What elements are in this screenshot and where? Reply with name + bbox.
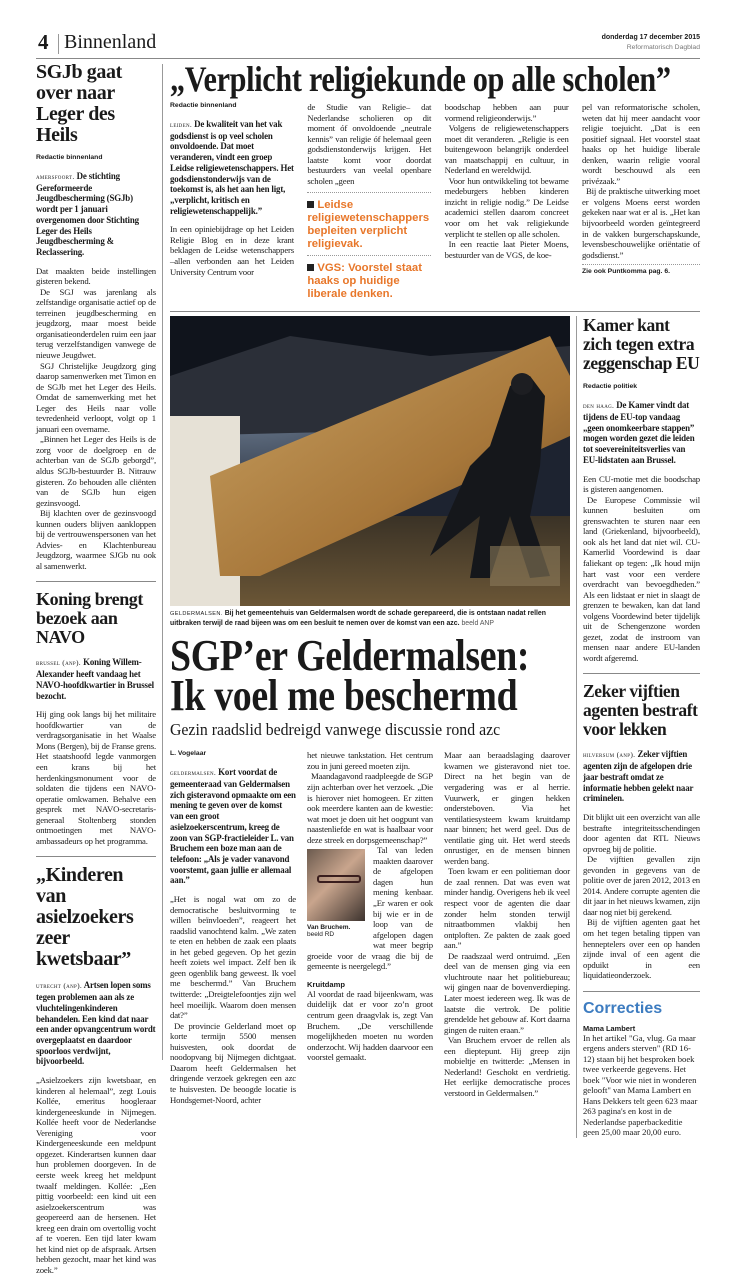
- dateline: leiden.: [170, 120, 193, 129]
- paragraph: Bij de vijftien agenten gaat het om het tegen betaling tippen van henneptelers over een op handen zijnde inval of een agent die opduikt in een liquidatieonderzoek.: [583, 917, 700, 981]
- photo-credit: beeld ANP: [461, 620, 494, 628]
- pull-quote-text: Leidse religiewetenschappers bepleiten verplicht religievak.: [307, 199, 430, 251]
- lead: [170, 119, 294, 216]
- worker-carrying-plywood-photo: [170, 316, 570, 606]
- correcties-box: [583, 1000, 700, 1138]
- lead: [583, 749, 700, 804]
- portrait-photo: [307, 849, 365, 921]
- dateline: den haag.: [583, 401, 615, 411]
- portrait-caption: Van Bruchem.: [307, 924, 351, 932]
- paragraph: De SGJ was jarenlang als zelfstandige organisatie actief op de terreinen jeugdbescherming en jeugdzorg, maar moest beide organisatieonderdelen ruim een jaar terug verzelfstandigen vanwege de nieuwe Jeugdwet.: [36, 286, 156, 360]
- lead-text: De Kamer vindt dat tijdens de EU-top vandaag „geen onomkeerbare stappen” mogen worden gezet die leiden tot soevereiniteitsverlies van EU-lidstaten aan Brussel.: [583, 400, 695, 465]
- paragraph: Hij ging ook langs bij het militaire hoofdkwartier van de verdragsorganisatie in het Waalse Mons (Bergen), bij de Franse grens. Het staatshoofd legde vanmorgen een krans bij het herdenkingsmonument voor de soldaten die tijdens een NAVO-operatie omkwamen. Behalve een gesprek met NAVO-secretaris-generaal Stoltenberg stonden ontmoetingen met NAVO-ambassadeurs op het programma.: [36, 709, 156, 846]
- correcties-title: Correcties: [583, 999, 663, 1017]
- lead: [170, 767, 296, 886]
- divider: [170, 311, 700, 312]
- headline: „Kinderen van asielzoekers zeer kwetsbaar”: [36, 864, 134, 971]
- dateline: hilversum (anp).: [583, 750, 636, 760]
- paragraph: Volgens de religiewetenschappers moet dit veranderen. „Religie is een buitengewoon belangrijk onderdeel van maatschappij en cultuur, in Nederland en wereldwijd.: [444, 123, 569, 176]
- headline: Zeker vijftien agenten bestraft voor lekken: [583, 681, 698, 740]
- date: donderdag 17 december 2015: [601, 34, 700, 41]
- divider: [36, 856, 156, 857]
- article-sgjb: [36, 62, 156, 571]
- sgp-col-3: [444, 750, 570, 1098]
- paragraph: „Asielzoekers zijn kwetsbaar, en kinderen al helemaal”, zegt Louis Kollée, emeritus hoogleraar kindergeneeskunde in Nijmegen. Kollée heeft voor de Nederlandse Vereniging voor Kindergeneeskunde een meldpunt opgezet. Kinderartsen kunnen daar hun problemen doorgeven. In de eerste week kreeg het meldpunt twaalf meldingen. Kollée: „Een pittig voorbeeld: een kind uit een asielzoekerscentrum was geopereerd aan de hersenen. Het kreeg een drain om overtollig vocht af te voeren. Een tijd later kwam het kind niet op de afspraak. Artsen hebben gezocht, maar het kind was zoek.”: [36, 1075, 156, 1275]
- sgp-headline-line-1: SGP’er Geldermalsen:: [170, 631, 530, 681]
- article-kinderen: [36, 865, 156, 1275]
- lead: [36, 980, 156, 1067]
- article-agenten: [583, 682, 700, 980]
- religie-headline-wrap: [170, 60, 700, 102]
- paragraph: de Studie van Religie– dat Nederlandse scholieren op dit moment óf onvoldoende „neutrale kennis” van religie óf helemaal geen godsdienstonderwijs krijgen. Het laatste komt voor doordat bestuurders van veelal openbare scholen „geen: [307, 102, 432, 186]
- left-column: [36, 62, 156, 1275]
- article-koning: [36, 590, 156, 846]
- sgp-subheadline: Gezin raadslid bedreigd vanwege discussie rond azc: [170, 720, 501, 740]
- right-column: [576, 316, 700, 1137]
- lower-area: [170, 316, 700, 1137]
- paragraph: Maar aan beraadslaging daarover kwamen we gisteravond niet toe. Direct na het begin van de vergadering was er al herrie. Vuurwerk, er gingen hekken ondersteboven. Via het ventilatiesysteem kwam kruitdamp naar binnen; het werd geel. Dus de ventilatie ging uit. Het werd steeds onrustiger, en de mensen binnen werden bang.: [444, 750, 570, 866]
- photo-and-sgp: [170, 316, 570, 1105]
- sgp-col-1: [170, 750, 296, 1105]
- pull-quote-text: VGS: Voorstel staat haaks op huidige liberale denken.: [307, 262, 422, 301]
- headline: Kamer kant zich tegen extra zeggenschap EU: [583, 315, 700, 374]
- paragraph: De raadszaal werd ontruimd. „Een deel van de mensen ging via een vluchtroute naar het politiebureau; wij gingen naar de bovenverdieping. Later moest iedereen weg. Ik was de laatste die vertrok. De politie grendelde het gebouw af. Kort daarna gingen de ruiten eraan.”: [444, 950, 570, 1035]
- dateline: utrecht (anp).: [36, 981, 83, 991]
- lead: [583, 400, 700, 465]
- paragraph: Tal van leden maakten daarover de afgelopen dagen hun mening kenbaar. „Er waren er ook bij wie er in de loop van de afgelopen dagen wat meer begrip groeide voor de vraag die bij de gemeente is neergelegd.”: [307, 845, 433, 972]
- main-area: [170, 60, 700, 1138]
- square-bullet-icon: [307, 264, 314, 271]
- sgp-headline: [170, 631, 570, 721]
- paragraph: „Het is nogal wat om zo de democratische besluitvorming te willen beïnvloeden”, reageert het raadslid vanochtend kalm. „We zaten te eten en hebben de zaak een plaats in het gebed gegeven. Op het gezin heeft zoiets wel impact. Zelf ben ik geen ogenblik bang geweest. Ik voel me beschermd.” Van Bruchem twitterde: „Dreigtelefoontjes zijn wel heel moeilijk. Waarom doen mensen dat?”: [170, 894, 296, 1021]
- byline: Redactie binnenland: [170, 102, 237, 109]
- section-title: Binnenland: [64, 31, 157, 53]
- religie-headline: „Verplicht religiekunde op alle scholen”: [170, 59, 671, 99]
- paragraph: Voor hun ontwikkeling tot bewame medeburgers hebben kinderen inzicht in religie nodig.” De Leidse academici stellen daarom concreet voor om het vak religiekunde verplicht te stellen op alle scholen.: [444, 175, 569, 239]
- lead: [36, 171, 156, 258]
- byline: Redactie politiek: [583, 383, 638, 391]
- glasses-icon: [317, 875, 361, 883]
- header-divider: [58, 34, 59, 54]
- square-bullet-icon: [307, 201, 314, 208]
- see-also[interactable]: Zie ook Puntkomma pag. 6.: [582, 264, 700, 275]
- paragraph: De vijftien gevallen zijn gevonden in gegevens van de politie over de jaren 2012, 2013 en 2014. Andere corrupte agenten die dit jaar in het nieuws kwamen, zijn daar nog niet bij gerekend.: [583, 854, 700, 917]
- lead-text: De stichting Gereformeerde Jeugdbescherming (SGJb) wordt per 1 januari overgenomen door Stichting Leger des Heils Jeugdbescherming & Reclassering.: [36, 171, 139, 257]
- byline: L. Vogelaar: [170, 750, 207, 758]
- pull-quote: [307, 192, 431, 255]
- headline: SGJb gaat over naar Leger des Heils: [36, 61, 122, 146]
- headline: Koning brengt bezoek aan NAVO: [36, 589, 143, 648]
- pull-quote: [307, 255, 431, 305]
- paragraph: Al voordat de raad bijeenkwam, was duidelijk dat er voor zo’n groot centrum geen draagvlak is, zegt Van Bruchem. „De verschillende mogelijkheden moeten nu worden onderzocht. Wij hadden daarvoor een voorstel gemaakt.: [307, 988, 433, 1063]
- caption-place: GELDERMALSEN.: [170, 611, 223, 618]
- religie-columns: [170, 102, 700, 305]
- religie-col-3: [445, 102, 569, 260]
- column-divider: [162, 64, 163, 1060]
- paragraph: Maandagavond raadpleegde de SGP zijn achterban over het verzoek. „Die is hierover niet homogeen. Er zitten ook meerdere kanten aan de kwestie: wat moet je doen uit het oogpunt van naastenliefde en wat is haalbaar voor deze streek en dorpsgemeenschap?”: [307, 771, 433, 845]
- paragraph: In een opiniebijdrage op het Leiden Religie Blog en in deze krant beklagen de Leidse wetenschappers –allen verbonden aan het Leiden University Centrum voor: [170, 224, 294, 277]
- religie-col-2: [307, 102, 431, 305]
- divider: [583, 673, 700, 674]
- paragraph: Toen kwam er een politieman door de zaal rennen. Dat was even wat minder handig. Overigens heb ik veel respect voor de agenten die daar zonder helm stonden terwijl nitraatbommen vlakbij hen ontploften. Ze pakten de zaak goed aan.”: [444, 866, 570, 951]
- paragraph: In een reactie laat Pieter Moens, bestuurder van de VGS, de koe-: [444, 239, 569, 260]
- lead-text: Zeker vijftien agenten zijn de afgelopen drie jaar bestraft omdat ze informatie hebben gelekt naar criminelen.: [583, 749, 694, 804]
- paragraph: Dit blijkt uit een overzicht van alle bestrafte integriteitsschendingen door agenten dat RTL Nieuws opvroeg bij de politie.: [583, 811, 700, 854]
- paragraph: Bij de praktische uitwerking moet er volgens Moens eerst worden gekeken naar wat er al is. „Het kan bijvoorbeeld worden geïntegreerd in de vakken burgerschapskunde, levensbeschouwelijke oriëntatie of godsdienst.”: [581, 186, 700, 260]
- paragraph: pel van reformatorische scholen, weten dat hij meer aandacht voor religie toejuicht. „Dat is een positief signaal. Het voorstel staat haaks op het huidige liberale denken, waarin religie vooral wordt beschouwd als een privézaak.”: [581, 102, 700, 186]
- paragraph: het nieuwe tankstation. Het centrum zou in juni gereed moeten zijn.: [307, 750, 433, 771]
- divider: [583, 991, 700, 992]
- paragraph: boodschap hebben aan puur vormend religieonderwijs.”: [444, 102, 569, 123]
- correcties-subtitle: Mama Lambert: [583, 1023, 636, 1033]
- religie-col-4: [582, 102, 700, 275]
- paragraph: Van Bruchem ervoer de rellen als een dieptepunt. Hij greep zijn mobieltje en twitterde: „Mensen in Nederland! Geschokt en verdrietig. Het eerlijke democratische proces verstoord in Geldermalsen.”: [444, 1035, 570, 1098]
- page-header: [36, 30, 700, 58]
- lead-text: De kwaliteit van het vak godsdienst is op veel scholen onvoldoende. Dat moet veranderen, vindt een groep Leidse religiewetenschappers. Het godsdienstonderwijs van de toekomst is, als het aan hen ligt, „verplicht, kritisch en religiewetenschappelijk.”: [170, 119, 294, 216]
- sgp-headline-line-2: Ik voel me beschermd: [170, 671, 518, 721]
- paper-name: Reformatorisch Dagblad: [626, 44, 700, 51]
- lead-text: Koning Willem-Alexander heeft vandaag het NAVO-hoofdkwartier in Brussel bezocht.: [36, 657, 154, 701]
- paragraph: De provincie Gelderland moet op korte termijn 5500 mensen huisvesten, ook doordat de noodopvang bij Nijmegen dichtgaat. Daarom heeft Geldermalsen het dringende verzoek gekregen een azc te huisvesten. De beoogde locatie is Hondsgemet-Noord, achter: [170, 1020, 296, 1105]
- paragraph: SGJ Christelijke Jeugdzorg ging daarop samenwerken met Timon en de SGJb met het Leger des Heils. Omdat de samenwerking met het Leger des Heils naar volle tevredenheid verloopt, volgt op 1 januari een overname.: [36, 360, 156, 434]
- paragraph: De Europese Commissie wil kunnen besluiten om grenswachten te sturen naar een land (Griekenland, bijvoorbeeld), ook als het land dat niet wil. CU-Kamerlid Voordewind is daar faliekant op tegen: „Ik houd mijn hart vast voor een verdere overdracht van bevoegdheden.” Als een lidstaat er niet in slaagt de grenzen te bewaken, kan dat land volgens Voordewind beter tijdelijk uit de Schengenzone worden gezet, zodat de instroom van mensen naar andere EU-landen wordt afgeremd.: [583, 494, 700, 663]
- paragraph: „Binnen het Leger des Heils is de zorg voor de doelgroep en de achterban van de SGJb geborgd”, aldus SGJb-bestuurder B. Nitrauw gisteren. Zo behouden alle cliënten van de SGJb hun eigen gezinsvoogd.: [36, 434, 156, 508]
- article-kamer: [583, 316, 700, 663]
- portrait: [307, 849, 367, 938]
- news-photo: [170, 316, 570, 606]
- correcties-text: In het artikel "Ga, vlug. Ga maar ergens anders sterven" (RD 16-12) staan bij het besproken boek twee verkeerde gegevens. Het boek "Voor wie niet in wonderen gelooft" van Mama Lambert en Hans Dekkers telt geen 623 maar 263 pagina's en kost in de Nederlandse paperbackeditie geen 25,00 maar 20,00 euro.: [583, 1032, 698, 1138]
- lead: [36, 657, 156, 701]
- sgp-col-2: [307, 750, 433, 1062]
- paragraph: Bij klachten over de gezinsvoogd kunnen ouders blijven aankloppen bij de vertrouwenspersonen van het Advies- en Klachtenbureau Jeugdzorg, waarmee SJGb nu ook al samenwerkt.: [36, 508, 156, 571]
- paragraph: Een CU-motie met die boodschap is gisteren aangenomen.: [583, 473, 700, 495]
- sgp-columns: [170, 750, 570, 1105]
- photo-caption: [170, 609, 570, 628]
- lead-text: Artsen lopen soms tegen problemen aan als ze vluchtelingenkinderen behandelen. Een kind dat naar een ander opvangcentrum wordt overgeplaatst en daardoor spoorloos verdwijnt, bijvoorbeeld.: [36, 980, 156, 1067]
- portrait-credit: beeld RD: [307, 931, 335, 939]
- divider: [36, 581, 156, 582]
- dateline: geldermalsen.: [170, 768, 217, 778]
- religie-col-1: [170, 102, 294, 277]
- lead-text: Kort voordat de gemeenteraad van Geldermalsen zich gisteravond opmaakte om een mening te geven over de komst van een groot asielzoekerscentrum, kreeg de zoon van SGP-fractieleider L. van Bruchem een boze man aan de telefoon: „Als je vader vanavond voorstemt, gaan jullie er allemaal aan.”: [170, 767, 296, 886]
- page-number: 4: [38, 30, 49, 54]
- caption-text: Bij het gemeentehuis van Geldermalsen wordt de schade gerepareerd, die is ontstaan nadat rellen uitbraken terwijl de raad bijeen was om een besluit te nemen over de komst van een azc.: [170, 610, 546, 628]
- byline: Redactie binnenland: [36, 154, 103, 161]
- dateline: amersfoort.: [36, 172, 75, 181]
- subhead: Kruitdamp: [307, 979, 345, 989]
- dateline: brussel (anp).: [36, 658, 82, 668]
- paragraph: Dat maakten beide instellingen gisteren bekend.: [36, 265, 156, 287]
